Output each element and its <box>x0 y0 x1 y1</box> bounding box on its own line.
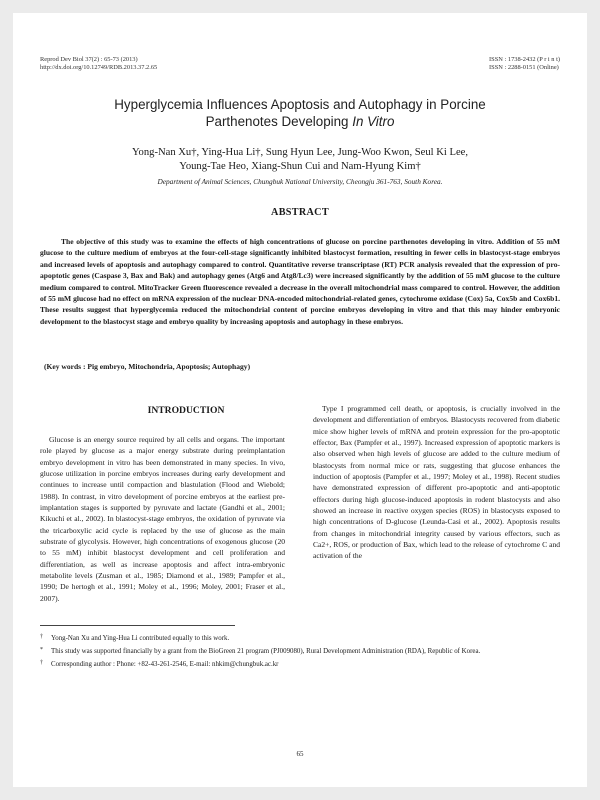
footnote-equal-contribution <box>40 634 560 644</box>
footnote-text: This study was supported financially by a grant from the BioGreen 21 program (PJ009080), Rural Development Administration (RDA), Republic of Korea. <box>51 648 481 655</box>
footnotes <box>40 634 560 673</box>
footnote-mark: * <box>40 647 43 653</box>
intro-paragraph-2: Type I programmed cell death, or apoptosis, is crucially involved in the development and differentiation of embryos. Blastocysts recovered from diabetic mice show higher levels of mRNA and protein expression for the pro-apoptotic effector, Bax (Pampfer et al., 1997). Increased expression of apoptotic markers is also observed when high levels of glucose are added to the culture medium of blastocysts from normal mice or rats, suggesting that glucose enhances the induction of apoptosis (Pampfer et al., 1997; Moley et al., 1998). Recent studies have demonstrated expression of different pro-apoptotic and anti-apoptotic effectors during high glucose-induced apoptosis in rodent blastocysts and also showed an increase in reactive oxygen species (ROS) in blastocysts exposed to high concentrations of D-glucose (Leunda-Casi et al., 2002). Apoptosis results from changes in mitochondrial integrity caused by various effectors, such as Ca2+, ROS, or production of Bax, which lead to the release of cytochrome C and activation of the <box>313 404 560 561</box>
title-line-1: Hyperglycemia Influences Apoptosis and Autophagy in Porcine <box>114 97 486 112</box>
authors-line-1: Yong-Nan Xu†, Ying-Hua Li†, Sung Hyun Lee, Jung-Woo Kwon, Seul Ki Lee, <box>131 147 469 158</box>
intro-left-column <box>40 434 285 604</box>
keywords: (Key words : Pig embryo, Mitochondria, Apoptosis; Autophagy) <box>44 362 251 371</box>
footnote-funding <box>40 647 560 657</box>
affiliation: Department of Animal Sciences, Chungbuk National University, Cheongju 361-763, South Korea. <box>157 177 443 186</box>
footnote-text: Corresponding author : Phone: +82-43-261-2546, E-mail: nhkim@chungbuk.ac.kr <box>51 661 279 668</box>
footnote-divider <box>40 625 235 626</box>
page-number: 65 <box>296 750 304 758</box>
journal-citation: Reprod Dev Biol 37(2) : 65-73 (2013) <box>40 56 138 63</box>
issn-online: ISSN : 2288-0151 (Online) <box>489 64 559 71</box>
abstract-heading: ABSTRACT <box>271 207 329 218</box>
footnote-corresponding-author <box>40 660 560 670</box>
paper-title <box>0 96 600 130</box>
footnote-mark: † <box>40 634 43 640</box>
title-line-2 <box>0 113 600 130</box>
authors-line-2: Young-Tae Heo, Xiang-Shun Cui and Nam-Hyung Kim† <box>179 160 421 172</box>
author-list <box>0 146 600 173</box>
doi-link[interactable]: http://dx.doi.org/10.12749/RDB.2013.37.2.65 <box>40 64 158 71</box>
title-line-2-italic: In Vitro <box>352 114 395 129</box>
intro-right-column <box>313 403 560 562</box>
footnote-text: Yong-Nan Xu and Ying-Hua Li contributed equally to this work. <box>51 635 230 642</box>
abstract-body: The objective of this study was to examine the effects of high concentrations of glucose on porcine parthenotes developing in vitro. Addition of 55 mM glucose to the culture medium of embryos at the four-cell-stage significantly inhibited blastocyst formation, resulting in fewer cells in blastocyst-stage embryos and increased levels of apoptosis and autophagy compared to control. Quantitative reverse transcriptase (RT) PCR analysis revealed that the expression of pro-apoptotic genes (Caspase 3, Bax and Bak) and autophagy genes (Atg6 and Atg8/Lc3) were increased significantly by the addition of 55 mM glucose to the culture medium compared to control. MitoTracker Green fluorescence revealed a decrease in the overall mitochondrial mass compared to control. However, the addition of 55 mM glucose had no effect on mRNA expression of the nuclear DNA-encoded mitochondrial-related genes, cytochrome oxidase (Cox) 5a, Cox5b and Cox6b1. These results suggest that hyperglycemia reduced the mitochondrial content of porcine embryos developing in vitro and that this may hinder embryonic development to the blastocyst stage and embryo quality by increasing apoptosis and autophagy in these embryos. <box>40 237 560 326</box>
journal-header-left <box>40 56 157 72</box>
journal-header-right <box>489 56 560 72</box>
introduction-heading: INTRODUCTION <box>147 405 225 416</box>
title-line-2-text: Parthenotes Developing <box>205 114 353 129</box>
footnote-mark: † <box>40 660 43 666</box>
intro-paragraph-1: Glucose is an energy source required by all cells and organs. The important role played by glucose as a major energy substrate during preimplantation embryo development in vitro has been demonstrated in many species. In vivo, glucose utilization in porcine embryos increases during early development and continues to increase until compaction and blastulation (Flood and Wiebold; 1988). In contrast, in vitro development of porcine embryos at the earliest pre-implantation stages is supported by pyruvate and lactate (Gandhi et al., 2001; Kikuchi et al., 2002). In blastocyst-stage embryos, the oxidation of pyruvate via the tricarboxylic acid cycle is replaced by the use of glucose as the main substrate of glycolysis. However, high concentrations of exogenous glucose (20 to 55 mM) inhibit blastocyst development and cell proliferation and differentiation, as well as increase apoptosis and affect intra-embryonic metabolite levels (Zusman et al., 1985; Diamond et al., 1989; Pampfer et al., 1990; De hertogh et al., 1991; Moley et al., 1996; Moley, 2001; Fraser et al., 2007). <box>40 435 285 603</box>
issn-print: ISSN : 1738-2432 (P r i n t) <box>489 56 560 63</box>
